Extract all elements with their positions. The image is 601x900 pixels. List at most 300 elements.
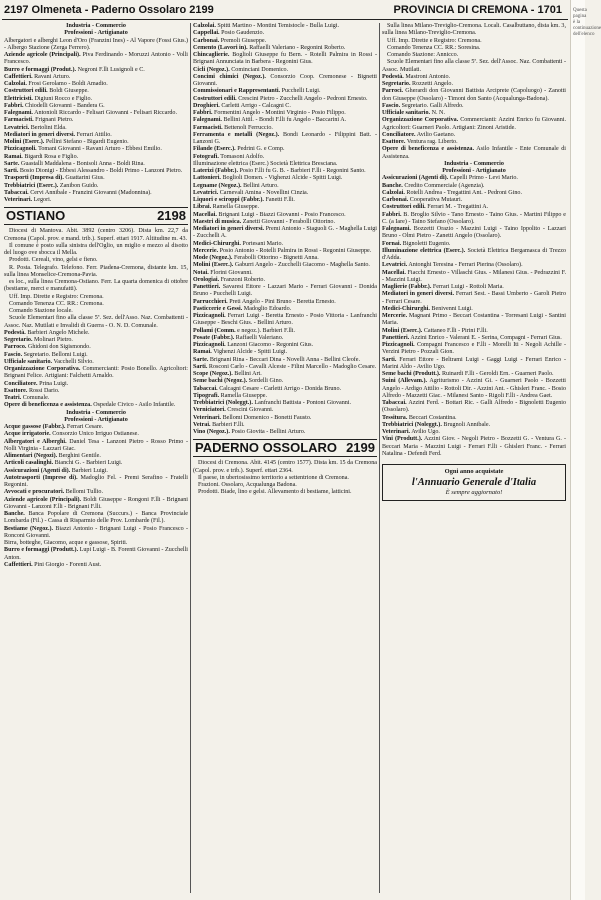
entry-category: Tabaccai. xyxy=(382,400,407,406)
town-info: Comando Stazione: Annicco. xyxy=(387,52,459,58)
entry-category: Articoli casalinghi. xyxy=(4,460,54,467)
entry-category: Fabbri. xyxy=(382,211,402,218)
directory-entry: Burro e formaggi (Produtt.). Lupi Luigi - B. Forenti Giovanni - Zucchelli Anton. xyxy=(4,547,188,561)
directory-entry: Fabbri. B. Broglio Silvio - Tano Ernesto - Taino Gius. - Martini Filippo e C. (a Iare) - Taino Stefano (Ossolaro). xyxy=(382,211,566,225)
directory-entry: Posate (Fabbr.). Raffaelli Valeriano. xyxy=(193,334,284,341)
town-name: PADERNO OSSOLARO xyxy=(195,440,338,456)
town-info: Uff. Imp. Dirette e Registro: Cremona. xyxy=(9,293,104,300)
entry-category: Ufficiale sanitario. xyxy=(4,358,53,365)
section-heading: Professioni - Artigianato xyxy=(64,416,128,423)
entry-category: Veterinari. xyxy=(4,197,33,203)
entry-category: Levatrici. xyxy=(382,262,408,269)
directory-entry: Liquori e sciroppi (Fabbr.). Fanetti F.lli. xyxy=(193,197,295,203)
entry-category: Opere di beneficenza e assistenza. xyxy=(382,146,474,153)
entry-category: Costruttori edili. xyxy=(382,204,426,211)
town-name: OSTIANO xyxy=(6,208,66,224)
entry-category: Aziende agricole (Principali). xyxy=(4,52,81,58)
entry-category: Costruttori edili. xyxy=(4,88,48,95)
town-info: Uff. Imp. Dirette e Registro: Cremona. xyxy=(387,37,482,44)
directory-entry: Falegnami. Bellini Attil. - Bondi F.lli fu Angelo - Baccarini A. xyxy=(193,117,347,124)
directory-entry: Tessitura. Beccari Costantina. xyxy=(382,414,457,421)
entry-category: Pizzicagnoli. xyxy=(193,313,226,319)
entry-category: Scope (Negoz.). xyxy=(193,371,233,377)
section-heading: Industria - Commercio xyxy=(444,160,504,167)
entry-category: Pasticcerie e Gessi. xyxy=(193,305,243,312)
directory-entry: Molini (Eserc.). Pellini Stefano - Bigardi Eugenio. xyxy=(4,139,129,145)
directory-entry: Verniciatori. Crescini Giovanni. xyxy=(193,407,274,414)
entry-category: Ufficiale sanitario. xyxy=(382,110,431,116)
directory-entry: Chincaglierie. Boglioli Giuseppe fu Bern. - Rotelli Palmira in Rossi - Brignani Annunciata in Barbera - Regonini Gius. xyxy=(193,52,377,66)
directory-entry: Fabbri. Formentini Angelo - Montini Virginio - Posio Filippo. xyxy=(193,110,346,116)
directory-entry: Mediatori in generi diversi. Ferrari Sest. - Bassi Umberto - Garoli Pietro - Ferrari Cesare. xyxy=(382,291,566,305)
town-info: Sulla linea Milano-Treviglio-Cremona. Locali. Casalbuttano, dista km. 3, sulla linea Milano-Treviglio-Cremona. xyxy=(382,23,566,37)
entry-category: Trebbiatrici (Noleggt.). xyxy=(193,400,253,406)
entry-category: Vini (Produtt.). xyxy=(382,436,423,443)
official-entry: Fascio. Segretario. Bellomi Luigi. xyxy=(4,351,88,358)
directory-entry: Droghieri. Carletti Arrigo - Calcagni C. xyxy=(193,102,291,109)
entry-category: Costruttori edili. xyxy=(193,95,237,102)
entry-category: Cappellai. xyxy=(193,30,220,37)
entry-category: Macellai. xyxy=(382,269,406,276)
entry-category: Cemento (Lavori in). xyxy=(193,44,248,51)
entry-category: Bestiame (Negoz.). xyxy=(4,525,54,532)
header-right: PROVINCIA DI CREMONA - 1701 xyxy=(393,4,562,16)
entry-category: Ramai. xyxy=(4,153,23,160)
directory-entry: Panettieri. Savaresi Ettore - Lazzari Mario - Ferrari Giovanni - Donida Bruno - Pucchelli Luigi. xyxy=(193,284,377,298)
section-heading: Professioni - Artigianato xyxy=(442,168,506,174)
directory-entry: Commissionari e Rappresentanti. Pucchelli Luigi. xyxy=(193,88,321,95)
entry-category: Mediatori in generi diversi. xyxy=(193,226,265,232)
entry-category: Banche. xyxy=(382,182,403,189)
town-info: Comando Tenenza CC. RR.: Soresina. xyxy=(387,44,481,51)
entry-category: Segretario. xyxy=(382,81,411,87)
entry-category: Librai. xyxy=(193,204,212,211)
entry-category: Sarte. xyxy=(4,160,20,167)
directory-entry: Fotografi. Tomasoni Adolfo. xyxy=(193,153,265,160)
directory-entry: Ramai. Bigardi Rosa e Figlio. xyxy=(4,153,79,160)
official-entry: Podestà. Mastroni Antonio. xyxy=(382,73,451,80)
entry-category: Medici-Chirurghi. xyxy=(193,240,241,247)
entry-category: Conciliatore. xyxy=(4,380,38,387)
entry-category: Mercerie. xyxy=(382,313,408,319)
directory-entry: Scope (Negoz.). Bellini Art. xyxy=(193,371,262,377)
entry-category: Medici-Chirurghi. xyxy=(382,305,430,312)
entry-category: Fotografi. xyxy=(193,153,219,160)
entry-category: Levatrici. xyxy=(193,189,219,196)
entry-category: Alimentari (Negozi). xyxy=(4,453,58,459)
directory-entry: Costruttori edili. Crescini Pietro - Zucchelli Angelo - Pedroni Ernesto. xyxy=(193,95,368,102)
directory-entry: Filande (Eserc.). Pedrini G. e Comp. xyxy=(193,146,285,153)
directory-entry: Illuminazione elettrica (Eserc.). Società Elettrica Bergamasca di Trezzo d'Adda. xyxy=(382,247,567,261)
entry-category: Farmacisti. xyxy=(4,117,34,124)
entry-category: Esattore. xyxy=(382,139,406,145)
entry-category: Cicli (Negoz.). xyxy=(193,66,230,73)
entry-category: Calzolai. xyxy=(4,81,27,87)
directory-entry: Sarte. Guastalli Maddalena - Bonisoli Anna - Boldi Rina. xyxy=(4,160,145,167)
entry-category: Calzolai. xyxy=(193,23,216,29)
directory-entry: Pizzicagnoli. Compagni Francesco e F.lli - Morelli Iti - Negoli Achille - Verzini Pietro - Pozzali Gion. xyxy=(382,342,566,356)
town-info: Diocesi di Mantova. Abit. 3892 (centro 3206). Dista km. 22,7 da Cremona (Capol. prov. e mand. trib.). Superf. ettari 1917. Altitudine m. 43. xyxy=(4,228,188,242)
official-entry: Esattore. Rossi Dario. xyxy=(4,387,60,394)
directory-entry: Avvocati e procuratori. Bellomi Tullio. xyxy=(4,489,103,496)
entry-category: Seme bachi (Produtt.). xyxy=(382,371,441,377)
running-header xyxy=(2,2,568,20)
town-info: R. Posta. Telegrafo. Telefono. Ferr. Piadena-Cremona, distante km. 15, sulla linea Monselice-Cremona-Pavia. xyxy=(4,264,188,278)
town-heading-paderno xyxy=(193,439,377,457)
town-info: Diocesi di Cremona. Abit. 4145 (centro 1577). Dista km. 15 da Cremona (Capol. prov. e trib.). Superf. ettari 2364. xyxy=(193,460,377,474)
directory-entry: Caffettieri. Pini Giorgio - Forenti Aust. xyxy=(4,561,102,568)
directory-entry: Falegnami. Bozzetti Orazio - Mazzini Luigi - Taino Ippolito - Lazzari Bruno - Olmi Pietro - Zanetti Angelo (Ossolaro). xyxy=(382,226,566,240)
directory-entry: Veterinari. Legori. xyxy=(4,197,52,203)
directory-entry: Elettricisti. Digiuni Rocco e Figlio. xyxy=(4,95,93,102)
entry-category: Banche. xyxy=(4,511,25,517)
official-entry: Esattore. Ventura rag. Liberto. xyxy=(382,139,458,145)
directory-entry: Birra, botteghe, Giacomo, acque e gassose, Spiriti. xyxy=(4,540,128,546)
directory-entry: Lattonieri. Boglioli Domen. - Vighenzi Alcide - Spitti Luigi. xyxy=(193,175,343,182)
entry-category: Trasporti (Impresa di). xyxy=(4,175,64,182)
entry-category: Commissionari e Rappresentanti. xyxy=(193,88,281,95)
official-entry: Parroci. Gherardi don Giovanni Battista Arciprete (Capoluogo) - Zanotti don Giuseppe (Ossolaro) - Timoni don Santo (Acqualunga-Badona). xyxy=(382,88,566,102)
column-2 xyxy=(193,23,377,895)
town-number: 2199 xyxy=(346,440,375,456)
directory-entry: Carbonai. Cooperativa Mutauri. xyxy=(382,197,463,203)
directory-entry: Cemento (Lavori in). Raffaelli Valeriano - Regonini Roberto. xyxy=(193,44,346,51)
directory-entry: Burro e formaggi (Produt.). Negroni F.lli Lusignoli e C. xyxy=(4,66,145,73)
entry-category: Mercerie. xyxy=(193,247,219,254)
official-entry: Conciliatore. Avilio Gaetano. xyxy=(382,131,456,138)
entry-category: Mode (Negoz.). xyxy=(193,255,233,261)
directory-entry: Macellai. Fiacchi Ernesto - Villaschi Gius. - Milanesi Gius. - Pedrazzini F. - Mazzini Luigi. xyxy=(382,269,566,283)
section-heading: Industria - Commercio xyxy=(66,23,126,29)
directory-entry: Caffettieri. Ravani Arturo. xyxy=(4,73,71,80)
directory-entry: Calzolai. Rotelli Andrea - Tregattini Ant. - Pedroni Gino. xyxy=(382,189,522,196)
directory-entry: Pizzicagnoli. Ferrari Luigi - Beretta Ernesto - Posio Vittoria - Lanfranchi Giuseppe - Beschi Gius. - Bellini Arturo. xyxy=(193,313,377,327)
entry-category: Aziende agricole (Principali). xyxy=(4,496,82,503)
directory-entry: Medici-Chirurghi. Benivenni Luigi. xyxy=(382,305,473,312)
directory-entry: Molini (Eserc.). Gaburri Angelo - Zucchelli Giacomo - Maghella Santo. xyxy=(193,262,370,269)
entry-category: Seme bachi (Negoz.). xyxy=(193,378,248,385)
official-entry: Ufficiale sanitario. N. N. xyxy=(382,110,445,116)
entry-category: Levatrici. xyxy=(4,124,30,131)
entry-category: Molini (Eserc.). xyxy=(382,327,423,334)
directory-entry: Fornai. Bignoletti Eugenio. xyxy=(382,240,451,247)
directory-entry: Trebbiatrici (Eserc.). Zanibon Guido. xyxy=(4,182,99,189)
entry-category: Farmacisti. xyxy=(193,124,223,131)
entry-category: Assicurazioni (Agenti di). xyxy=(4,467,71,474)
entry-category: Molini (Eserc.). xyxy=(4,139,45,145)
entry-category: Falegnami. xyxy=(4,110,33,116)
margin-note: Questa pagina è la continuazione dell'elenco xyxy=(573,8,601,37)
entry-category: Burro e formaggi (Produt.). xyxy=(4,66,77,73)
entry-category: Teatri. xyxy=(4,395,22,401)
directory-entry: Falegnami. Antonioli Riccardo - Felisari Giovanni - Felisari Riccardo. xyxy=(4,110,177,116)
entry-category: Caffettieri. xyxy=(4,73,33,80)
adjacent-page-edge xyxy=(570,0,601,900)
town-info: Prodotti. Cereali, vino, gelsi e fieno. xyxy=(9,257,98,264)
official-entry: Organizzazione Corporativa. Commercianti: Posio Bonello. Agricoltori: Brignani Felice. Artigiani: Falchetti Arnaldo. xyxy=(4,366,188,380)
directory-entry: Farmacisti. Frignani Pietro. xyxy=(4,117,74,124)
entry-category: Sarti. xyxy=(382,356,397,363)
directory-entry: Articoli casalinghi. Bianchi G. - Barbieri Luigi. xyxy=(4,460,123,467)
entry-category: Acque gassose (Fabbr.). xyxy=(4,424,66,430)
entry-category: Lattonieri. xyxy=(193,175,221,182)
entry-category: Elettricisti. xyxy=(4,95,33,102)
directory-entry: Farmacisti. Bettenoli Ferruccio. xyxy=(193,124,273,131)
directory-entry: Vino (Negoz.). Posio Giovita - Bellini Arturo. xyxy=(193,429,306,435)
directory-entry: Maglierie (Fabbr.). Ferrari Luigi - Rottoli Maria. xyxy=(382,284,504,290)
section-heading: Professioni - Artigianato xyxy=(64,30,128,37)
advert-line-3: È sempre aggiornato! xyxy=(445,489,503,496)
directory-entry: Calzolai. Frosi Gerolamo - Boldi Amadio. xyxy=(4,81,108,87)
directory-entry: Ferramenta e metalli (Negoz.). Bondi Leonardo - Filippini Batt. - Lanzoni G. xyxy=(193,131,377,145)
directory-entry: Calzolai. Spitti Martino - Montini Temistocle - Bulla Luigi. xyxy=(193,23,340,29)
directory-entry: Pollami (Comm. e negoz.). Barbieri F.lli. xyxy=(193,327,296,334)
directory-entry: Ramai. Vighenzi Alcide - Spitti Luigi. xyxy=(193,349,288,356)
entry-category: Assicurazioni (Agenti di). xyxy=(382,175,449,182)
town-info: es loc., sulla linea Cremona-Ostiano. Ferr. La quarta domenica di ottobre (bestiame, merci e manufatti). xyxy=(4,279,188,293)
entry-category: Pollami (Comm. xyxy=(193,327,236,334)
entry-category: Legname (Negoz.). xyxy=(193,182,242,189)
directory-entry: Seme bachi (Negoz.). Sordelli Gino. xyxy=(193,378,284,385)
entry-category: Fascio. xyxy=(382,102,401,109)
entry-category: Pizzicagnoli. xyxy=(193,342,226,348)
directory-entry: Panettieri. Azzini Enrico - Valerani E. - Serina, Compagni - Ferrari Gius. xyxy=(382,334,562,341)
directory-entry: Tabaccai. Calcagni Cesare - Carletti Arrigo - Donida Bruno. xyxy=(193,385,342,392)
entry-category: Esattore. xyxy=(4,387,28,394)
directory-entry: Mode (Negoz.). Ferabolli Ottorino - Bignetti Anna. xyxy=(193,255,319,261)
directory-entry: Pizzicagnoli. Tomani Giovanni - Ravani Arturo - Ebbesi Emilio. xyxy=(4,146,162,153)
town-info: Comando Tenenza CC. RR.: Cremona. xyxy=(9,300,104,307)
directory-entry: Levatrici. Bertolini Elda. xyxy=(4,124,67,131)
official-entry: Opere di beneficenza e assistenza. Ospedale Civico - Asilo Infantile. xyxy=(4,402,176,409)
directory-entry: Trebbiatrici (Noleggt.). Lanfranchi Battista - Pontoni Giovanni. xyxy=(193,400,352,406)
town-info: Il paese, in ubertosissimo territorio a settentrione di Cremona. xyxy=(198,474,349,481)
entry-category: Carbonai. xyxy=(193,37,220,44)
entry-category: Fabbri. xyxy=(193,110,213,116)
column-rule xyxy=(379,23,380,893)
town-heading-ostiano xyxy=(4,207,188,225)
entry-category: Calzolai. xyxy=(382,189,405,196)
entry-category: Suini (Allevam.). xyxy=(382,378,427,385)
entry-category: Ferramenta e metalli (Negoz.). xyxy=(193,131,280,138)
directory-entry: Librai. Ramella Giuseppe. xyxy=(193,204,260,211)
directory-entry: Tabaccai. Azzini Ferd. - Bottari Ric. - Galli Alfredo - Bignoletti Eugenio (Ossolaro). xyxy=(382,400,566,414)
directory-entry: Veterinari. Bellomi Domenico - Bonetti Fausto. xyxy=(193,414,312,421)
directory-entry: Medici-Chirurghi. Portesani Mario. xyxy=(193,240,284,247)
directory-entry: Sarti. Bosio Dionigi - Ebbesi Alessandro - Boldi Primo - Lanzoni Pietro. xyxy=(4,168,183,174)
entry-category: Fascio. xyxy=(4,351,23,358)
directory-entry: Suini (Allevam.). Agriturismo - Azzini Gi. - Guarneri Paolo - Bozzetti Angelo - Ardigo Attilio - Rottoli Dir. - Azzini Ant. - Ghisleri Franc. - Bosio Alfredo - Mazzetti Giac. - Milanesi Santo - Rigoli F.lli - Andrea Gaet. xyxy=(382,378,566,399)
directory-entry: Albergatori e alberghi Leon d'Oro (Franzini Ines) - Al Vapore (Fossi Gius.) - Albergo Stazione (Zerga Ferrero). xyxy=(4,37,188,51)
directory-entry: Alimentari (Negozi). Berghini Gentile. xyxy=(4,453,101,459)
entry-category: Fabbri. xyxy=(4,102,24,109)
directory-entry: Trebbiatrici (Noleggt.). Brugnoli Annibale. xyxy=(382,421,491,428)
official-entry: Opere di beneficenza e assistenza. Asilo Infantile - Ente Comunale di Assistenza. xyxy=(382,146,566,160)
entry-category: Panettieri. xyxy=(382,334,410,341)
entry-category: Maestri di musica. xyxy=(193,218,242,225)
official-entry: Conciliatore. Prina Luigi. xyxy=(4,380,69,387)
entry-category: Avvocati e procuratori. xyxy=(4,489,65,496)
official-entry: Ufficiale sanitario. Vacchelli Silvio. xyxy=(4,358,94,365)
entry-category: Tabaccai. xyxy=(193,385,218,392)
directory-entry: Pizzicagnoli. Lanzoni Giacomo - Regonini Gius. xyxy=(193,342,313,348)
official-entry: Podestà. Barbieri Angelo Michele. xyxy=(4,329,90,336)
directory-entry: Orologiai. Franzoni Roberto. xyxy=(193,276,265,283)
entry-category: Orologiai. xyxy=(193,276,220,283)
directory-entry: Banche. Banca Popolare di Cremona (Succurs.) - Banca Provinciale Lombarda (Fil.) - Cassa di Risparmio delle Prov. Lombarde (Fil.). xyxy=(4,511,188,525)
entry-category: Macellai. xyxy=(193,211,217,218)
entry-category: Mediatori in generi diversi. xyxy=(4,131,76,138)
entry-category: Veterinari. xyxy=(382,429,411,435)
directory-entry: Mercerie. Posio Antonio - Rotelli Palmira in Rossi - Regonini Giuseppe. xyxy=(193,247,372,254)
entry-category: Mediatori in generi diversi. xyxy=(382,291,455,298)
directory-entry: Legname (Negoz.). Bellini Arturo. xyxy=(193,182,279,189)
town-info: Prodotti. Biade, lino e gelsi. Allevamento di bestiame, latticini. xyxy=(198,489,352,496)
entry-category: Ramai. xyxy=(193,349,212,356)
entry-category: Conciliatore. xyxy=(382,131,416,138)
entry-category: Parroco. xyxy=(4,344,27,351)
directory-entry: Mediatori in generi diversi. Premi Antonio - Staguoli G. - Maghella Luigi - Zucchelli A. xyxy=(193,226,377,240)
entry-category: Vino (Negoz.). xyxy=(193,429,230,435)
town-info: Scuole Elementari fino alla classe 5ª. Sez. dell'Asso. Naz. Combattenti - Assoc. Naz. Mutilati e Invalidi di Guerra - O. N. D. Comunale. xyxy=(4,315,188,329)
entry-category: Pizzicagnoli. xyxy=(4,146,37,153)
entry-category: Tipografi. xyxy=(193,392,220,399)
entry-category: Falegnami. xyxy=(193,117,222,124)
directory-entry: Acque irrigatorie. Consorzio Unico Irriguo Ostianese. xyxy=(4,431,139,438)
directory-entry: Autotrasporti (Imprese di). Madoglio Fel. - Premi Serafino - Fratelli Regonini. xyxy=(4,474,188,488)
town-number: 2198 xyxy=(157,208,186,224)
entry-category: Droghieri. xyxy=(193,102,220,109)
entry-category: Podestà. xyxy=(382,73,404,80)
entry-category: Segretario. xyxy=(4,337,33,343)
entry-category: Notai. xyxy=(193,269,209,276)
entry-category: Burro e formaggi (Produtt.). xyxy=(4,547,79,554)
directory-entry: Pasticcerie e Gessi. Madoglio Edoardo. xyxy=(193,305,292,312)
entry-category: Illuminazione elettrica (Eserc.). xyxy=(382,247,466,254)
entry-category: Vetrai. xyxy=(193,421,211,428)
entry-category: Molini (Eserc.). xyxy=(193,262,234,269)
entry-category: Caffettieri. xyxy=(4,561,33,568)
entry-category: Fornai. xyxy=(382,240,402,247)
directory-entry: Tipografi. Ramella Giuseppe. xyxy=(193,392,268,399)
entry-category: Sarte. xyxy=(193,356,209,363)
official-entry: Segretario. Molinari Pietro. xyxy=(4,337,73,343)
entry-category: Posate (Fabbr.). xyxy=(193,334,235,341)
directory-entry: Parrucchieri. Preti Angelo - Pini Bruno - Beretta Ernesto. xyxy=(193,298,336,305)
official-entry: Fascio. Segretario. Galli Alfredo. xyxy=(382,102,464,109)
directory-entry: Carbonai. Premoli Giuseppe. xyxy=(193,37,267,44)
directory-entry: Assicurazioni (Agenti di). Capelli Primo - Levi Mario. xyxy=(382,175,518,182)
entry-category: Organizzazione Corporativa. xyxy=(4,366,81,372)
directory-entry: Costruttori edili. Ferrari M. - Tregattini A. xyxy=(382,204,489,211)
column-rule xyxy=(190,23,191,893)
directory-entry: Mediatori in generi diversi. Ferrari Attilio. xyxy=(4,131,112,138)
directory-entry: Levatrici. Carnevali Amina - Novellini Cinzia. xyxy=(193,189,309,196)
entry-category: Acque irrigatorie. xyxy=(4,431,51,438)
directory-entry: Seme bachi (Produtt.). Ruinardi F.lli - Geroldi Ern. - Guarneri Paolo. xyxy=(382,371,554,377)
entry-category: Carbonai. xyxy=(382,197,409,203)
directory-entry: Assicurazioni (Agenti di). Barbieri Luigi. xyxy=(4,467,108,474)
directory-entry: Sarti. Ferrari Ettore - Beltrami Luigi - Gaggi Luigi - Ferrari Enrico - Marini Aldo - Avilio Ugo. xyxy=(382,356,566,370)
directory-entry: Costruttori edili. Boldi Giuseppe. xyxy=(4,88,89,95)
directory-entry: Vini (Produtt.). Azzini Giov. - Negoli Pietro - Bozzetti G. - Ventura G. - Beccari Maria - Mazzini Luigi - Ferrari F.lli - Ghisleri Franc. - Ferrari Natalina - Defendi Ferd. xyxy=(382,436,566,457)
entry-category: Parrucchieri. xyxy=(193,298,228,305)
entry-category: Podestà. xyxy=(4,329,26,336)
column-3 xyxy=(382,23,566,895)
directory-entry: Macellai. Brignani Luigi - Biazzi Giovanni - Posio Francesco. xyxy=(193,211,346,218)
directory-entry: Illuminazione elettrica (Eserc.) Società Elettrica Bresciana. xyxy=(193,160,338,167)
entry-category: Trebbiatrici (Noleggt.). xyxy=(382,421,442,428)
directory-entry: Concimi chimici (Negoz.). Consorzio Coop. Cremonese - Bignetti Giovanni. xyxy=(193,73,377,87)
entry-category: Maglierie (Fabbr.). xyxy=(382,284,432,290)
entry-category: Albergatori e Alberghi. xyxy=(4,438,67,445)
directory-entry: Aziende agricole (Principali). Boldi Giuseppe - Rongoni F.lli - Brignani Giovanni - Lanzoni F.lli - Brignani F.lli. xyxy=(4,496,188,510)
official-entry: Segretario. Rozzetti Angelo. xyxy=(382,81,453,87)
directory-entry: Acque gassose (Fabbr.). Ferrari Cesare. xyxy=(4,424,104,430)
header-left: 2197 Olmeneta - Paderno Ossolaro 2199 xyxy=(4,4,214,16)
official-entry: Parroco. Ghidoni don Sigismondo. xyxy=(4,344,91,351)
entry-category: Tessitura. xyxy=(382,414,408,421)
directory-entry: Vetrai. Barbieri F.lli. xyxy=(193,421,245,428)
directory-entry: Cappellai. Posio Gaudenzio. xyxy=(193,30,265,37)
entry-category: Concimi chimici (Negoz.). xyxy=(193,73,266,80)
advert-line-2: l'Annuario Generale d'Italia xyxy=(411,477,537,488)
town-info: Frazioni. Ossolaro, Acqualunga Badona. xyxy=(198,482,297,488)
entry-category: Liquori e sciroppi (Fabbr.). xyxy=(193,197,264,203)
directory-entry: Aziende agricole (Principali). Piva Ferdinando - Moruzzi Antonio - Volli Francesco. xyxy=(4,52,188,66)
directory-entry: Laterizi (Fabbr.). Posio F.lli fu G. B. - Barbieri F.lli - Regonini Santo. xyxy=(193,168,366,174)
entry-category: Tabaccai. xyxy=(4,189,29,196)
entry-category: Laterizi (Fabbr.). xyxy=(193,168,238,174)
entry-category: Panettieri. xyxy=(193,284,221,290)
entry-category: Sarti. xyxy=(193,363,208,370)
town-info: Scuole Elementari fino alla classe 5ª. Sez. dell'Assoc. Naz. Combattenti - Assoc. Mutilati. xyxy=(382,59,566,73)
entry-category: Organizzazione Corporativa. xyxy=(382,117,459,124)
entry-category: Opere di beneficenza e assistenza. xyxy=(4,402,92,409)
directory-entry: Sarte. Brignani Rina - Beccari Dina - Novelli Anna - Bellini Cleofe. xyxy=(193,356,361,363)
directory-entry: Bestiame (Negoz.). Biazzi Antonio - Brignani Luigi - Posio Francesco - Ronconi Giovanni. xyxy=(4,525,188,539)
directory-entry: Tabaccai. Cervi Annibale - Franzini Giovanni (Madonnina). xyxy=(4,189,152,196)
entry-category: Falegnami. xyxy=(382,226,411,232)
entry-category: Veterinari. xyxy=(193,414,222,421)
directory-entry: Albergatori e Alberghi. Daniel Tesa - Lanzoni Pietro - Rosso Primo - Nolli Virginia - Lazzari Giac. xyxy=(4,438,188,452)
directory-entry: Maestri di musica. Zanetti Giovanni - Ferabolli Ottorino. xyxy=(193,218,336,225)
directory-entry: Molini (Eserc.). Cattaneo F.lli - Pirini F.lli. xyxy=(382,327,488,334)
directory-entry: Fabbri. Chiodelli Giovanni - Bandera G. xyxy=(4,102,105,109)
directory-entry: Sarti. Rosconi Carlo - Cavalli Alceste - Filini Marcello - Madoglio Cesare. xyxy=(193,363,377,370)
section-heading: Industria - Commercio xyxy=(66,409,126,416)
entry-category: Parroci. xyxy=(382,88,404,95)
official-entry: Teatri. Comunale. xyxy=(4,395,50,401)
directory-entry: Banche. Credito Commerciale (Agenzia). xyxy=(382,182,485,189)
column-1 xyxy=(4,23,188,895)
directory-entry: Levatrici. Antonghi Teresina - Ferrari Pierina (Ossolaro). xyxy=(382,262,523,269)
entry-category: Filande (Eserc.). xyxy=(193,146,236,153)
official-entry: Organizzazione Corporativa. Commercianti: Azzini Enrico fu Giovanni. Agricoltori: Guarneri Paolo. Artigiani: Zinoni Aristide. xyxy=(382,117,566,131)
directory-entry: Notai. Florini Giovanni. xyxy=(193,269,253,276)
directory-page xyxy=(2,2,568,898)
directory-entry: Cicli (Negoz.). Cominciani Domenico. xyxy=(193,66,289,73)
directory-entry: Mercerie. Magnani Primo - Beccari Costantina - Torresani Luigi - Santini Maria. xyxy=(382,313,566,327)
entry-category: Trebbiatrici (Eserc.). xyxy=(4,182,59,189)
advert-line-1: Ogni anno acquistate xyxy=(444,468,504,475)
entry-category: Pizzicagnoli. xyxy=(382,342,415,348)
town-info: Il comune è posto sulla sinistra dell'Oglio, un miglio e mezzo al disotto del luogo ove sbocca il Mella. xyxy=(4,242,188,256)
entry-category: Chincaglierie. xyxy=(193,52,230,58)
annuario-advert xyxy=(382,464,566,501)
entry-category: Verniciatori. xyxy=(193,407,226,414)
directory-entry: Veterinari. Avilio Ugo. xyxy=(382,429,440,435)
